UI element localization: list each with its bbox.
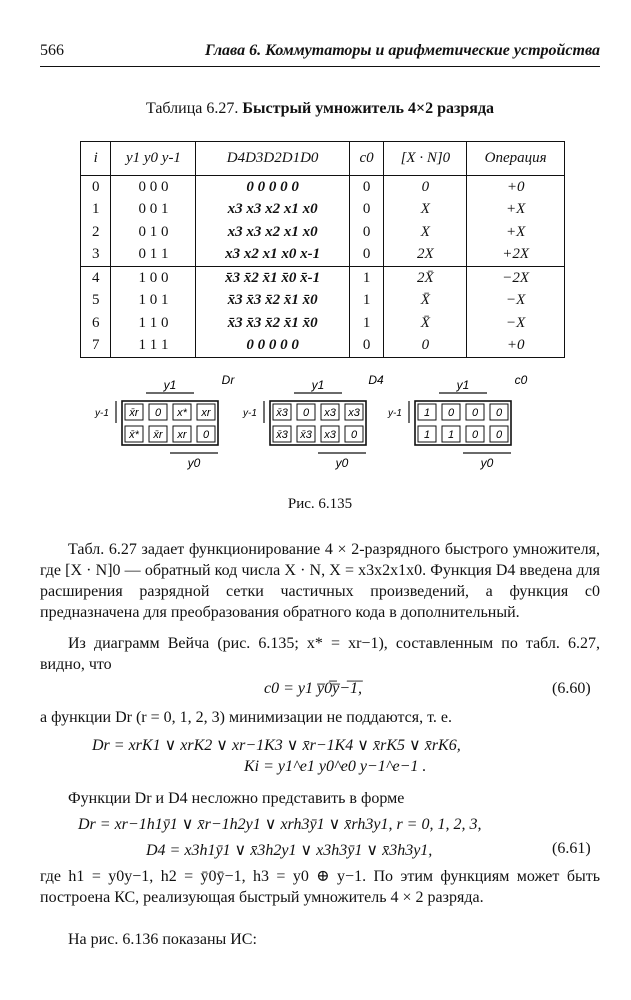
veitch-cell-value: 0	[495, 429, 503, 441]
table-caption-prefix: Таблица 6.27.	[145, 100, 239, 117]
veitch-cell-value: 0	[302, 407, 310, 419]
veitch-cell-value: 1	[423, 429, 431, 441]
equation-d4: D4 = x3h1ȳ1 ∨ x̄3h2y1 ∨ x3h3ȳ1 ∨ x̄3h3y1,	[146, 842, 433, 859]
veitch-y0-label: y0	[480, 456, 494, 470]
table-cell: 2	[81, 221, 111, 244]
equation-dr: Dr = xr−1h1ȳ1 ∨ x̄r−1h2y1 ∨ xrh3ȳ1 ∨ x̄rh3y1, r = 0, 1, 2, 3,	[78, 816, 482, 833]
veitch-cell-value: x̄3	[276, 429, 288, 441]
table-cell: 7	[81, 335, 111, 358]
table-cell: +0	[467, 176, 565, 199]
table-cell: 0	[349, 244, 384, 267]
veitch-corner-label: D4	[368, 373, 384, 387]
veitch-cell-value: xr	[177, 429, 187, 441]
veitch-cell-value: x3	[324, 407, 336, 419]
table-cell: 3	[81, 244, 111, 267]
table-cell: 0	[384, 335, 467, 358]
paragraph-1: Табл. 6.27 задает функционирование 4 × 2-разрядного быстрого умножителя, где [X · N]0 — обратный код числа X · N, X = x3x2x1x0. Функция D4 введена для расширения разрядной сетки частичных произведений, а функция c0 предназначена для преобразования обратного кода в дополнительный.	[40, 541, 600, 621]
table-cell: x̄3 x̄3 x̄2 x̄1 x̄0	[196, 312, 349, 335]
table-cell: 0	[384, 176, 467, 199]
table-header-cell: c0	[349, 142, 384, 176]
table-row	[81, 244, 565, 267]
table-header-cell: i	[81, 142, 111, 176]
paragraph-6: На рис. 6.136 показаны ИС:	[68, 931, 257, 948]
paragraph-3: а функции Dr (r = 0, 1, 2, 3) минимизации не поддаются, т. е.	[40, 709, 453, 726]
table-cell: 1	[349, 267, 384, 290]
table-cell: 0	[349, 335, 384, 358]
veitch-cell-value: x̄3	[300, 429, 312, 441]
table-cell: 0 1 0	[111, 221, 196, 244]
table-header-row	[81, 142, 565, 176]
veitch-cell-value: x3	[324, 429, 336, 441]
veitch-cell-value: x̄r	[129, 407, 139, 419]
table-row	[81, 312, 565, 335]
table-cell: +0	[467, 335, 565, 358]
equation-6-60: c0 = y1 y̅0̅y̅−̅1̅,	[264, 680, 362, 697]
chapter-title: Глава 6. Коммутаторы и арифметические устройства	[205, 42, 600, 59]
table-cell: 1 1 0	[111, 312, 196, 335]
equation-ki: Ki = y1^e1 y0^e0 y−1^e−1 .	[244, 758, 427, 775]
table-cell: 1 1 1	[111, 335, 196, 358]
veitch-cell-value: 0	[350, 429, 358, 441]
table-cell: −2X	[467, 267, 565, 290]
table-cell: 0	[81, 176, 111, 199]
multiplier-table	[80, 141, 565, 358]
table-header-cell: y1 y0 y-1	[111, 142, 196, 176]
veitch-y1-label: y1	[311, 378, 325, 392]
veitch-corner-label: c0	[514, 373, 528, 387]
table-cell: X	[384, 221, 467, 244]
figure-caption: Рис. 6.135	[287, 496, 353, 512]
table-cell: 6	[81, 312, 111, 335]
paragraph-2: Из диаграмм Вейча (рис. 6.135; x* = xr−1), составленным по табл. 6.27, видно, что	[40, 635, 600, 673]
equation-number-6-61: (6.61)	[552, 840, 591, 857]
veitch-cell-value: 0	[495, 407, 503, 419]
table-cell: 0	[349, 199, 384, 222]
veitch-ym1-label: y-1	[388, 408, 402, 419]
veitch-cell-value: 0	[471, 429, 479, 441]
table-row	[81, 199, 565, 222]
veitch-cell-value: 0	[471, 407, 479, 419]
table-cell: X̄	[384, 312, 467, 335]
paragraph-4: Функции Dr и D4 несложно представить в форме	[68, 790, 405, 807]
veitch-cell-value: 0	[154, 407, 162, 419]
veitch-y0-label: y0	[187, 456, 201, 470]
table-cell: x̄3 x̄2 x̄1 x̄0 x̄-1	[196, 267, 349, 290]
veitch-cell-value: 0	[447, 407, 455, 419]
table-cell: −X	[467, 290, 565, 313]
table-cell: 0	[349, 176, 384, 199]
equation-dr-unminimized: Dr = xrK1 ∨ xrK2 ∨ xr−1K3 ∨ x̄r−1K4 ∨ x̄rK5 ∨ x̄rK6,	[92, 737, 461, 754]
table-cell: x3 x3 x2 x1 x0	[196, 199, 349, 222]
table-header-cell: D4D3D2D1D0	[196, 142, 349, 176]
veitch-y0-label: y0	[335, 456, 349, 470]
table-cell: X	[384, 199, 467, 222]
table-row	[81, 221, 565, 244]
veitch-ym1-label: y-1	[243, 408, 257, 419]
table-row	[81, 290, 565, 313]
table-row	[81, 335, 565, 358]
table-caption	[40, 100, 600, 118]
table-cell: x3 x3 x2 x1 x0	[196, 221, 349, 244]
table-cell: 0 1 1	[111, 244, 196, 267]
table-row	[81, 176, 565, 199]
veitch-cell-value: 1	[447, 429, 455, 441]
table-cell: x̄3 x̄3 x̄2 x̄1 x̄0	[196, 290, 349, 313]
veitch-cell-value: 0	[202, 429, 210, 441]
table-cell: 5	[81, 290, 111, 313]
paragraph-5: где h1 = y0y−1, h2 = ȳ0ȳ−1, h3 = y0 ⊕ y−1. По этим функциям может быть построена КС, реализующая быстрый умножитель 4 × 2 разряда.	[40, 868, 600, 906]
table-cell: 0 0 0	[111, 176, 196, 199]
table-cell: 0	[349, 221, 384, 244]
table-cell: 0 0 0 0 0	[196, 335, 349, 358]
page-number: 566	[40, 42, 64, 59]
veitch-cell-value: 1	[423, 407, 431, 419]
table-cell: 0 0 1	[111, 199, 196, 222]
veitch-y1-label: y1	[456, 378, 470, 392]
table-body	[81, 176, 565, 358]
table-cell: 1	[349, 290, 384, 313]
table-cell: 2X	[384, 244, 467, 267]
table-caption-title: Быстрый умножитель 4×2 разряда	[242, 100, 495, 117]
page-header	[40, 42, 600, 67]
table-cell: X̄	[384, 290, 467, 313]
table-header-cell: [X · N]0	[384, 142, 467, 176]
table-cell: +2X	[467, 244, 565, 267]
table-cell: 1	[349, 312, 384, 335]
veitch-cell-value: x3	[348, 407, 360, 419]
equation-number-6-60: (6.60)	[552, 680, 591, 697]
table-cell: +X	[467, 199, 565, 222]
table-cell: 2X̄	[384, 267, 467, 290]
table-row	[81, 267, 565, 290]
table-cell: 4	[81, 267, 111, 290]
veitch-cell-value: x*	[177, 407, 187, 419]
veitch-y1-label: y1	[163, 378, 177, 392]
veitch-cell-value: x̄r	[153, 429, 163, 441]
veitch-diagrams	[90, 368, 550, 483]
table-cell: 1 0 1	[111, 290, 196, 313]
veitch-corner-label: Dr	[221, 373, 235, 387]
table-cell: 1	[81, 199, 111, 222]
veitch-cell-value: x̄*	[129, 429, 139, 441]
table-cell: +X	[467, 221, 565, 244]
veitch-cell-value: xr	[201, 407, 211, 419]
table-cell: x3 x2 x1 x0 x-1	[196, 244, 349, 267]
table-cell: 1 0 0	[111, 267, 196, 290]
table-cell: −X	[467, 312, 565, 335]
veitch-cell-value: x̄3	[276, 407, 288, 419]
table-header-cell: Операция	[467, 142, 565, 176]
veitch-ym1-label: y-1	[95, 408, 109, 419]
table-cell: 0 0 0 0 0	[196, 176, 349, 199]
